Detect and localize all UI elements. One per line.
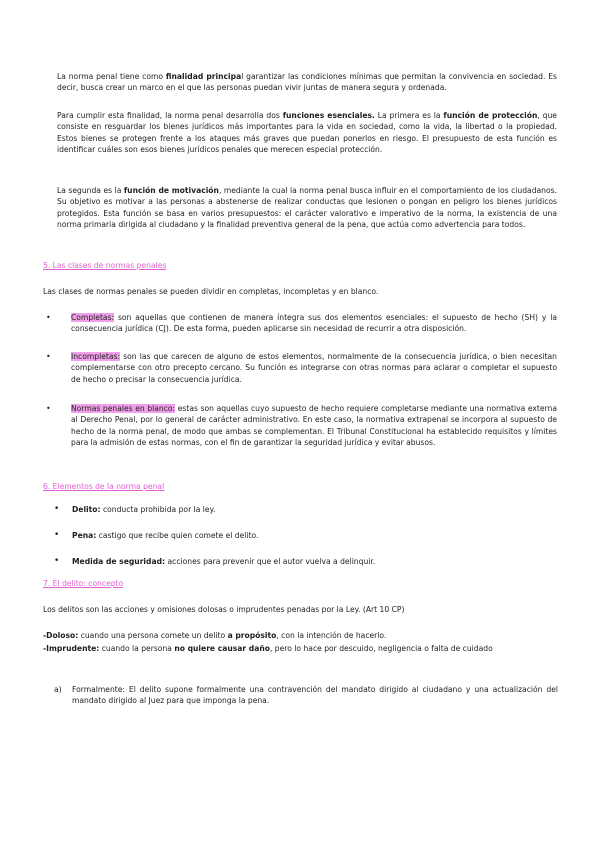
text-run: La primera es la (374, 111, 444, 120)
bullet: • (54, 504, 60, 514)
bold-run: -Doloso: (43, 631, 79, 640)
text-run: La norma penal tiene como (57, 72, 166, 81)
text-run: , con la intención de hacerlo. (276, 631, 387, 640)
highlighted-term: Incompletas: (71, 352, 121, 361)
bullet: • (54, 530, 60, 540)
highlighted-term: Normas penales en blanco: (71, 404, 176, 413)
bold-run: funciones esenciales. (282, 111, 375, 120)
list-item-formalmente (72, 684, 558, 707)
section-5-heading: 5. Las clases de normas penales (43, 261, 167, 270)
bold-run: Delito: (72, 505, 101, 514)
bold-run: Pena: (72, 531, 97, 540)
text-run: conducta prohibida por la ley. (100, 505, 216, 514)
text-run: Para cumplir esta finalidad, la norma penal desarrolla dos (57, 111, 283, 120)
bullet: • (46, 352, 51, 361)
bold-run: no quiere causar daño (174, 644, 270, 653)
text-run: son las que carecen de alguno de estos elementos, normalmente de la consecuencia jurídica, o bien necesitan complementarse con otro precepto cercano. Su función es integrarse con otras normas para aclarar o completar el supuesto de hecho o precisar la consecuencia jurídica. (71, 352, 557, 384)
bold-run: -Imprudente: (43, 644, 100, 653)
text-run: La segunda es la (57, 186, 124, 195)
text-run: acciones para prevenir que el autor vuelva a delinquir. (165, 557, 376, 566)
bullet: • (46, 404, 51, 413)
list-item-incompletas (71, 351, 557, 385)
text-run: , mediante la cual la norma penal busca influir en el comportamiento de los ciudadanos. Su objetivo es motivar a las personas a abstenerse de realizar conductas que lesionen o pongan en peligro los bienes jurídicos protegidos. Esta función se basa en varios presupuestos: el carácter valorativo e imperativo de la norma, la existencia de una norma primaria dirigida al ciudadano y la finalidad preventiva general de la pena, que actúa como advertencia para todos. (57, 186, 557, 230)
element-delito (72, 504, 552, 515)
definition-doloso (43, 630, 558, 641)
list-marker: a) (54, 685, 62, 694)
text-run: estas son aquellas cuyo supuesto de hecho requiere completarse mediante una normativa externa al Derecho Penal, por lo general de carácter administrativo. En este caso, la normativa extrapenal se incorpora al supuesto de hecho de la norma penal, de modo que ambas se complementan. El Tribunal Constitucional ha establecido requisitos y límites para la admisión de estas normas, con el fin de garantizar la seguridad jurídica y evitar abusos. (71, 404, 557, 448)
intro-paragraph-3 (57, 185, 557, 231)
text-run: castigo que recibe quien comete el delito. (96, 531, 259, 540)
section-6-heading: 6. Elementos de la norma penal (43, 482, 165, 491)
bold-run: finalidad principa (165, 72, 242, 81)
intro-paragraph-1 (57, 71, 557, 94)
list-item-en-blanco (71, 403, 557, 449)
list-item-completas (71, 312, 557, 335)
bullet: • (46, 313, 51, 322)
bold-run: a propósito (227, 631, 277, 640)
text-run: cuando una persona comete un delito (78, 631, 228, 640)
text-run: l garantizar las condiciones mínimas que permitan la convivencia en sociedad. Es decir, busca crear un marco en el que las personas puedan vivir juntas de manera segura y ordenada. (57, 72, 557, 93)
bold-run: Medida de seguridad: (72, 557, 166, 566)
section-7-intro: Los delitos son las acciones y omisiones dolosas o imprudentes penadas por la Ley. (Art 10 CP) (43, 605, 405, 614)
intro-paragraph-2 (57, 110, 557, 156)
text-run: , pero lo hace por descuido, negligencia o falta de cuidado (269, 644, 493, 653)
section-7-heading: 7. El delito: concepto (43, 579, 124, 588)
highlighted-term: Completas: (71, 313, 115, 322)
element-medida-de-seguridad (72, 556, 552, 567)
text-run: son aquellas que contienen de manera íntegra sus dos elementos esenciales: el supuesto de hecho (SH) y la consecuencia jurídica (CJ). De esta forma, pueden aplicarse sin necesidad de recurrir a otra disposición. (71, 313, 557, 334)
definition-imprudente (43, 643, 558, 654)
bold-run: función de motivación (123, 186, 219, 195)
bullet: • (54, 556, 60, 566)
element-pena (72, 530, 552, 541)
text-run: Formalmente: El delito supone formalmente una contravención del mandato dirigido al ciudadano y una actualización del mandato dirigido al Juez para que imponga la pena. (72, 685, 558, 706)
section-5-intro: Las clases de normas penales se pueden dividir en completas, incompletas y en blanco. (43, 287, 379, 296)
text-run: cuando la persona (99, 644, 175, 653)
bold-run: función de protección (443, 111, 538, 120)
text-run: , que consiste en resguardar los bienes jurídicos más importantes para la vida en sociedad, como la vida, la libertad o la propiedad. Estos bienes se protegen frente a los ataques más graves que puedan ponerlos en riesgo. El presupuesto de esta función es identificar cuáles son esos bienes jurídicos penales que merecen especial protección. (57, 111, 557, 155)
